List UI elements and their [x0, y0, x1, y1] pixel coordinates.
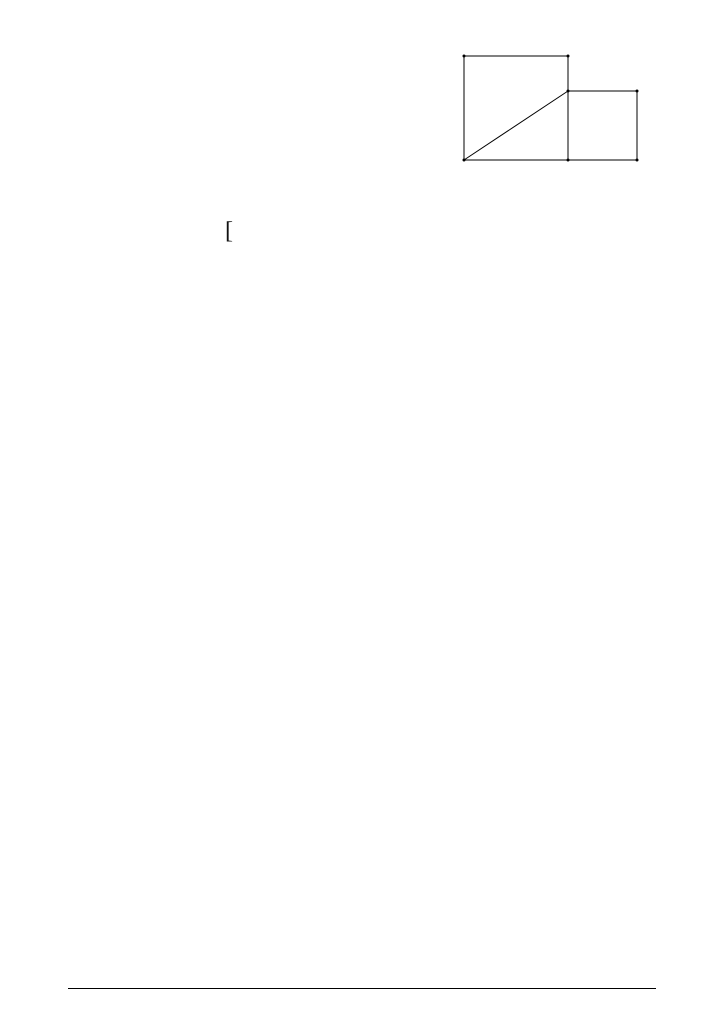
figure-points — [463, 55, 639, 162]
segment-ag — [464, 91, 568, 160]
question-21-options — [68, 219, 656, 243]
option-c[interactable] — [364, 223, 506, 240]
square-befg — [568, 91, 637, 160]
option-a[interactable] — [80, 223, 222, 240]
system-bracket: [ — [225, 218, 233, 244]
option-d[interactable] — [506, 223, 648, 240]
option-b[interactable] — [222, 219, 364, 243]
question-20 — [68, 34, 656, 196]
question-21 — [68, 200, 656, 243]
figure-svg — [458, 34, 648, 174]
square-abcd — [464, 56, 568, 160]
squares-figure — [458, 34, 648, 178]
footer-divider — [68, 988, 656, 989]
exam-page — [68, 34, 656, 249]
